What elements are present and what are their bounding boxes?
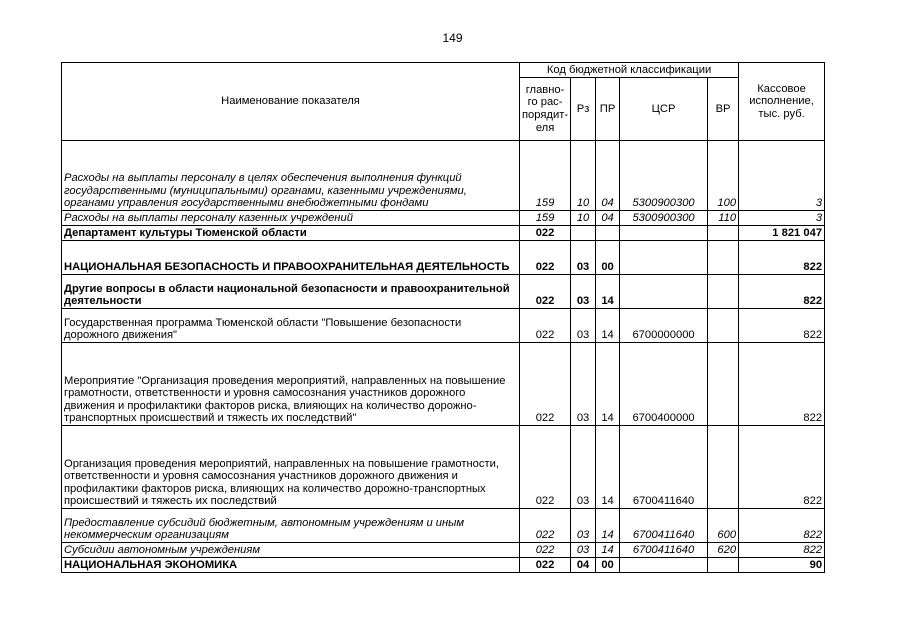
page-number: 149	[442, 31, 463, 45]
cell-gl: 022	[520, 275, 571, 309]
table-row	[62, 543, 825, 558]
cell-sum: 822	[739, 275, 825, 309]
cell-pr: 04	[596, 211, 620, 226]
table-row	[62, 343, 825, 426]
cell-sum: 822	[739, 309, 825, 343]
cell-csr: 6700411640	[620, 426, 708, 509]
cell-rz: 10	[571, 141, 596, 211]
cell-vr: 600	[708, 509, 739, 543]
cell-vr: 110	[708, 211, 739, 226]
cell-name: Субсидии автономным учреждениям	[62, 543, 520, 558]
cell-rz	[571, 226, 596, 241]
cell-name: Расходы на выплаты персоналу казенных учреждений	[62, 211, 520, 226]
cell-sum: 90	[739, 558, 825, 573]
header-rz: Рз	[571, 78, 596, 141]
table-row	[62, 558, 825, 573]
cell-rz: 03	[571, 543, 596, 558]
table-row	[62, 426, 825, 509]
cell-sum: 1 821 047	[739, 226, 825, 241]
cell-name: НАЦИОНАЛЬНАЯ БЕЗОПАСНОСТЬ И ПРАВООХРАНИТЕЛЬНАЯ ДЕЯТЕЛЬНОСТЬ	[62, 241, 520, 275]
cell-rz: 03	[571, 309, 596, 343]
cell-gl: 022	[520, 343, 571, 426]
cell-pr: 00	[596, 558, 620, 573]
cell-sum: 3	[739, 141, 825, 211]
cell-gl: 022	[520, 309, 571, 343]
cell-gl: 022	[520, 241, 571, 275]
table-row	[62, 309, 825, 343]
table-row	[62, 509, 825, 543]
cell-csr: 5300900300	[620, 211, 708, 226]
cell-csr: 6700400000	[620, 343, 708, 426]
cell-rz: 03	[571, 426, 596, 509]
cell-vr	[708, 275, 739, 309]
budget-table	[61, 62, 825, 573]
header-vr: ВР	[708, 78, 739, 141]
header-csr: ЦСР	[620, 78, 708, 141]
cell-rz: 03	[571, 275, 596, 309]
cell-gl: 022	[520, 226, 571, 241]
cell-pr: 04	[596, 141, 620, 211]
cell-name: Предоставление субсидий бюджетным, автономным учреждениям и иным некоммерческим организациям	[62, 509, 520, 543]
cell-name: Другие вопросы в области национальной безопасности и правоохранительной деятельности	[62, 275, 520, 309]
table-body	[62, 141, 825, 573]
cell-vr	[708, 343, 739, 426]
cell-csr	[620, 558, 708, 573]
header-name: Наименование показателя	[62, 63, 520, 141]
cell-rz: 03	[571, 509, 596, 543]
cell-vr	[708, 241, 739, 275]
cell-vr: 620	[708, 543, 739, 558]
cell-csr: 6700411640	[620, 509, 708, 543]
cell-pr	[596, 226, 620, 241]
cell-name: Мероприятие "Организация проведения мероприятий, направленных на повышение грамотности, ответственности и уровня самосознания участников дорожного движения и профилактики факторов риска, влияющих на количество дорожно-транспортных происшествий и тяжесть их последствий"	[62, 343, 520, 426]
cell-name: Организация проведения мероприятий, направленных на повышение грамотности, ответственности и уровня самосознания участников дорожного движения и профилактики факторов риска, влияющих на количество дорожно-транспортных происшествий и тяжесть их последствий	[62, 426, 520, 509]
cell-csr: 5300900300	[620, 141, 708, 211]
cell-pr: 14	[596, 426, 620, 509]
cell-sum: 822	[739, 509, 825, 543]
cell-vr	[708, 558, 739, 573]
cell-sum: 822	[739, 426, 825, 509]
cell-name: Государственная программа Тюменской области "Повышение безопасности дорожного движения"	[62, 309, 520, 343]
header-code-group: Код бюджетной классификации	[520, 63, 739, 78]
cell-gl: 159	[520, 141, 571, 211]
cell-rz: 04	[571, 558, 596, 573]
cell-pr: 14	[596, 343, 620, 426]
cell-pr: 14	[596, 543, 620, 558]
table-row	[62, 275, 825, 309]
header-gl: главно-го рас-порядит-еля	[520, 78, 571, 141]
header-pr: ПР	[596, 78, 620, 141]
cell-gl: 159	[520, 211, 571, 226]
cell-vr: 100	[708, 141, 739, 211]
cell-vr	[708, 309, 739, 343]
cell-sum: 822	[739, 543, 825, 558]
cell-gl: 022	[520, 558, 571, 573]
cell-gl: 022	[520, 426, 571, 509]
cell-sum: 822	[739, 343, 825, 426]
cell-pr: 14	[596, 509, 620, 543]
cell-pr: 14	[596, 309, 620, 343]
table-row	[62, 211, 825, 226]
cell-name: Департамент культуры Тюменской области	[62, 226, 520, 241]
cell-pr: 14	[596, 275, 620, 309]
cell-vr	[708, 226, 739, 241]
cell-name: Расходы на выплаты персоналу в целях обеспечения выполнения функций государственными (муниципальными) органами, казенными учреждениями, органами управления государственными внебюджетными фондами	[62, 141, 520, 211]
cell-csr	[620, 241, 708, 275]
cell-sum: 822	[739, 241, 825, 275]
cell-vr	[708, 426, 739, 509]
table-row	[62, 226, 825, 241]
table-row	[62, 141, 825, 211]
cell-pr: 00	[596, 241, 620, 275]
cell-name: НАЦИОНАЛЬНАЯ ЭКОНОМИКА	[62, 558, 520, 573]
cell-csr: 6700000000	[620, 309, 708, 343]
cell-gl: 022	[520, 509, 571, 543]
cell-rz: 03	[571, 343, 596, 426]
cell-gl: 022	[520, 543, 571, 558]
table-row	[62, 241, 825, 275]
cell-sum: 3	[739, 211, 825, 226]
cell-csr	[620, 226, 708, 241]
cell-csr: 6700411640	[620, 543, 708, 558]
cell-rz: 10	[571, 211, 596, 226]
header-sum: Кассовое исполнение, тыс. руб.	[739, 63, 825, 141]
cell-csr	[620, 275, 708, 309]
cell-rz: 03	[571, 241, 596, 275]
